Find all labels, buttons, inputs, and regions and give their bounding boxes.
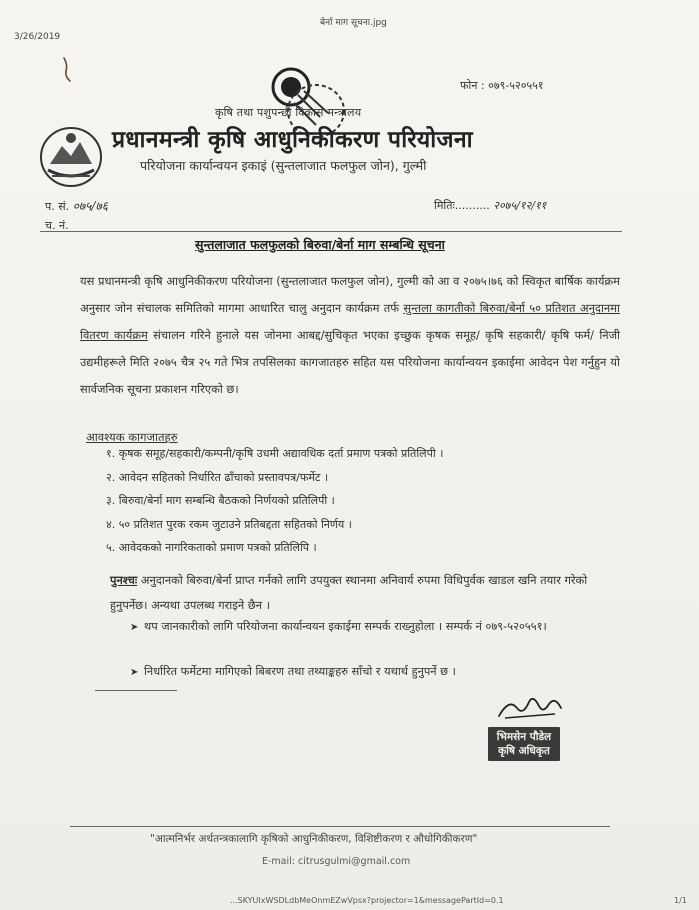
notice-body: [80, 268, 620, 403]
bullet-format: [130, 660, 610, 685]
print-date: 3/26/2019: [14, 32, 61, 42]
postscript-label: पुनश्चः: [110, 573, 138, 587]
list-item: ३. बिरुवा/बेर्ना माग सम्बन्धि बैठकको निर्णयको प्रतिलिपी ।: [106, 494, 335, 507]
bullet-text: निर्धारित फर्मेटमा मागिएको बिबरण तथा तथ्याङ्कहरु साँचो र यथार्थ हुनुपर्ने छ ।: [144, 665, 456, 678]
print-filename: बेर्ना माग सूचना.jpg: [320, 18, 387, 28]
ministry-name: कृषि तथा पशुपन्छी विकास मन्त्रालय: [215, 106, 362, 119]
list-item: ५. आवेदकको नागरिकताको प्रमाण पत्रको प्रतिलिपि ।: [106, 541, 317, 554]
project-title: प्रधानमन्त्री कृषि आधुनिकीकरण परियोजना: [112, 127, 473, 153]
list-item: १. कृषक समूह/सहकारी/कम्पनी/कृषि उधमी अद्यावधिक दर्ता प्रमाण पत्रको प्रतिलिपी ।: [106, 447, 444, 460]
postscript: [110, 568, 615, 618]
project-subtitle: परियोजना कार्यान्वयन इकाइं (सुन्तलाजात फलफुल जोन), गुल्मी: [140, 158, 427, 173]
print-page-count: 1/1: [674, 896, 687, 905]
nepal-emblem-icon: [38, 124, 104, 190]
arrow-bullet-icon: ➤: [130, 622, 139, 633]
notice-body-start: यस प्रधानमन्त्री कृषि आधुनिकीकरण परियोजना (सुन्तलाजात फलफुल जोन), गुल्मी को आ व २०७५।७६ को स्विकृत बार्षिक कार्यक्रम अनुसार जोन संचालक समितिको मागमा आधारित चालु अनुदान कार्यक्रम तर्फ: [80, 274, 620, 315]
phone-number: फोन : ०७९-५२०५५१: [460, 79, 544, 92]
requirements-title: आवश्यक कागजातहरु: [86, 430, 178, 444]
footer-slogan: "आत्मनिर्भर अर्थतन्त्रकालागि कृषिको आधुनिकीकरण, विशिष्टीकरण र औधोगिकीकरण": [150, 833, 478, 845]
bullet-text: थप जानकारीको लागि परियोजना कार्यान्वयन इकाईमा सम्पर्क राख्नुहोला । सम्पर्क नं ०७९-५२०५५१।: [144, 620, 547, 633]
signature-icon: [495, 688, 565, 724]
header-divider: [40, 231, 622, 232]
list-item: ४. ५० प्रतिशत पुरक रकम जुटाउने प्रतिबद्दता सहितको निर्णय ।: [106, 517, 352, 531]
reference-number: [45, 197, 108, 214]
reference-value: ०७५/७६: [72, 199, 108, 213]
bullet-contact: [130, 614, 610, 641]
footer-divider: [70, 826, 610, 827]
print-url: ...SKYUIxWSDLdbMeOnmEZwVpsx?projector=1&messagePartId=0.1: [230, 896, 504, 905]
requirements-list: [106, 442, 443, 560]
notice-title: सुन्तलाजात फलफुलको बिरुवा/बेर्ना माग सम्बन्धि सूचना: [195, 237, 445, 252]
date-label: मितिः..........: [434, 199, 490, 212]
signature-left-line: [95, 690, 177, 691]
notice-body-end: संचालन गरिने हुनाले यस जोनमा आबद्द/सुचिकृत भएका इच्छुक कृषक समूह/ कृषि सहकारी/ कृषि फर्म/ निजी उद्यमीहरूले मिति २०७५ चैत्र २५ गते भित्र तपसिलका कागजातहरु सहित यस परियोजना कार्यान्वयन इकाईमा आवेदन पेश गर्नुहुन यो सार्वजनिक सूचना प्रकाशन गरिएको छ।: [80, 328, 620, 396]
date-field: [434, 198, 546, 213]
reference-label: प. सं.: [45, 200, 70, 213]
list-item: २. आवेदन सहितको निर्धारित ढाँचाको प्रस्तावपत्र/फर्मेट ।: [106, 470, 329, 484]
handwritten-mark-icon: [58, 55, 78, 85]
date-value: २०७५/१२/११: [493, 199, 547, 212]
notice-body-highlight: सुन्तला कागतीको बिरुवा/बेर्ना ५० प्रतिशत अनुदानमा वितरण कार्यक्रम: [80, 301, 620, 342]
postscript-text: अनुदानको बिरुवा/बेर्ना प्राप्त गर्नको लागि उपयुक्त स्थानमा अनिवार्य रुपमा विधिपुर्वक खाडल खनि तयार गरेको हुनुपर्नेछ। अन्यथा उपलब्ध गराइने छैन ।: [110, 573, 588, 612]
footer-email: E-mail: citrusgulmi@gmail.com: [262, 856, 411, 867]
signatory-name: भिमसेन पौडेल: [496, 731, 552, 743]
arrow-bullet-icon: ➤: [130, 667, 139, 678]
signatory-stamp: [488, 727, 560, 761]
signatory-title: कृषि अधिकृत: [498, 745, 550, 757]
dispatch-number-label: च. नं.: [45, 219, 69, 232]
